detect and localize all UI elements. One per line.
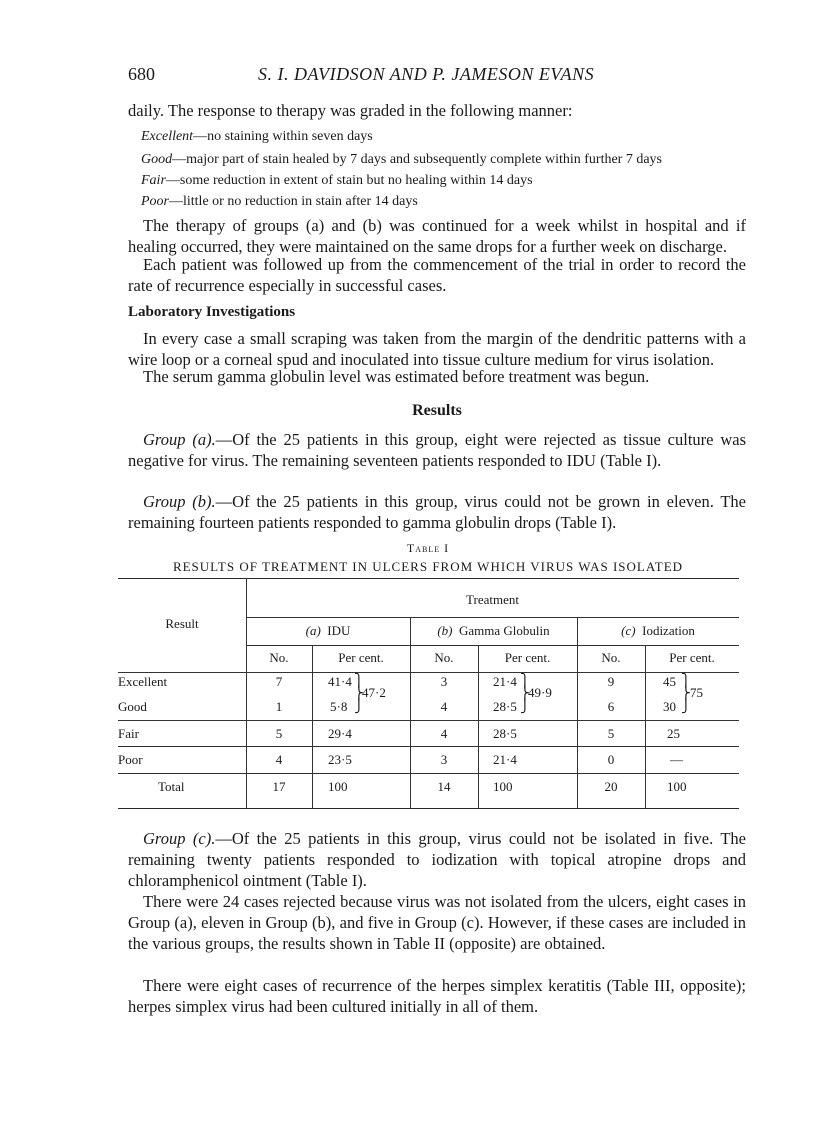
group-label: Group (c).	[143, 829, 216, 848]
subheader-no: No.	[601, 650, 621, 665]
brace-bottom: ⎭	[354, 698, 364, 713]
table-cell: 5·8	[330, 699, 348, 714]
paragraph-rejected: There were 24 cases rejected because virus was not isolated from the ulcers, eight cases in Group (a), eleven in Group (b), and five in Group (c). However, if these cases are included in the various groups, the results shown in Table II (opposite) are obtained.	[128, 892, 746, 953]
paragraph-lab-serum: The serum gamma globulin level was estimated before treatment was begun.	[143, 367, 650, 386]
table-cell: 41·4	[328, 674, 352, 689]
group-letter: (a)	[305, 623, 321, 638]
table-divider	[645, 645, 646, 808]
table-bottom-rule	[118, 808, 739, 809]
brace-bottom: ⎭	[520, 698, 530, 713]
treatment-header: Treatment	[466, 592, 519, 607]
table-cell: 45	[663, 674, 676, 689]
grade-good	[141, 149, 741, 170]
table-rule	[246, 617, 739, 618]
group-label: Group (b).	[143, 492, 216, 511]
table-divider	[478, 645, 479, 808]
row-label: Poor	[118, 752, 143, 767]
paragraph-recurrence: There were eight cases of recurrence of the herpes simplex keratitis (Table III, opposite); herpes simplex virus had been cultured initially in all of them.	[128, 976, 746, 1016]
grade-fair	[141, 170, 741, 191]
grade-term: Excellent	[141, 129, 194, 144]
table-cell: 25	[667, 726, 680, 741]
brace-mid: ⎬	[520, 685, 530, 700]
brace-mid: ⎬	[681, 685, 691, 700]
table-cell: 5	[275, 726, 283, 741]
grade-excellent	[141, 126, 741, 147]
group-name: Iodization	[642, 623, 695, 638]
table-title: RESULTS OF TREATMENT IN ULCERS FROM WHICH VIRUS WAS ISOLATED	[172, 559, 684, 574]
group-header-idu	[246, 623, 410, 639]
row-label: Excellent	[118, 674, 168, 689]
subheader-per-cent: Per cent.	[669, 650, 715, 665]
table-cell: 3	[440, 674, 448, 689]
grade-term: Poor	[141, 194, 169, 209]
section-heading-results: Results	[412, 402, 462, 419]
table-cell: 14	[437, 779, 451, 794]
grade-poor	[141, 191, 741, 212]
group-name: Gamma Globulin	[459, 623, 550, 638]
table-cell: 21·4	[493, 674, 517, 689]
group-text: —Of the 25 patients in this group, virus could not be isolated in five. The remaining twenty patients responded to iodization with topical atropine drops and chloramphenicol ointment (Table I).	[128, 829, 746, 890]
combined-percentage: 47·2	[362, 685, 386, 700]
table-cell: 20	[604, 779, 618, 794]
table-cell: 1	[275, 699, 283, 714]
row-label: Good	[118, 699, 147, 714]
running-title: S. I. DAVIDSON AND P. JAMESON EVANS	[258, 64, 595, 84]
table-rule	[118, 720, 739, 721]
table-cell: 4	[440, 699, 448, 714]
group-letter: (c)	[621, 623, 636, 638]
table-rule	[118, 746, 739, 747]
paragraph-followup: Each patient was followed up from the commencement of the trial in order to record the rate of recurrence especially in successful cases.	[128, 255, 746, 295]
intro-line: daily. The response to therapy was graded in the following manner:	[128, 101, 573, 120]
brace-top: ⎫	[520, 673, 530, 688]
grade-term: Good	[141, 152, 173, 167]
subheader-per-cent: Per cent.	[504, 650, 551, 665]
table-cell: 9	[607, 674, 615, 689]
table-cell: 100	[493, 779, 513, 794]
running-head	[128, 64, 718, 88]
paragraph-lab-scraping: In every case a small scraping was taken from the margin of the dendritic patterns with a wire loop or a corneal spud and inoculated into tissue culture medium for virus isolation.	[128, 329, 746, 369]
table-cell: 4	[275, 752, 283, 767]
row-label: Fair	[118, 726, 139, 741]
paragraph-therapy: The therapy of groups (a) and (b) was continued for a week whilst in hospital and if healing occurred, they were maintained on the same drops for a further week on discharge.	[128, 216, 746, 256]
table-cell: 30	[663, 699, 676, 714]
group-letter: (b)	[437, 623, 453, 638]
table-rule	[118, 773, 739, 774]
group-header-gamma-globulin	[410, 623, 577, 639]
table-cell: 0	[607, 752, 615, 767]
table-cell: 6	[607, 699, 615, 714]
grade-text: —some reduction in extent of stain but no healing within 14 days	[165, 173, 533, 188]
subheader-no: No.	[269, 650, 289, 665]
group-text: —Of the 25 patients in this group, eight were rejected as tissue culture was negative for virus. The remaining seventeen patients responded to IDU (Table I).	[128, 430, 746, 470]
table-rule	[246, 645, 739, 646]
table-cell: 29·4	[328, 726, 352, 741]
paragraph-group-b	[128, 491, 746, 533]
group-name: IDU	[327, 623, 351, 638]
table-cell: 4	[440, 726, 448, 741]
grade-text: —little or no reduction in stain after 14 days	[169, 194, 418, 209]
brace-bottom: ⎭	[681, 698, 691, 713]
combined-percentage: 49·9	[528, 685, 552, 700]
paragraph-group-c	[128, 828, 746, 891]
table-cell: 7	[275, 674, 283, 689]
table-top-rule	[118, 578, 739, 579]
section-heading-laboratory: Laboratory Investigations	[128, 304, 296, 320]
table-cell: 100	[667, 779, 687, 794]
results-table	[118, 578, 739, 810]
grade-text: —major part of stain healed by 7 days and subsequently complete within further 7 days	[172, 152, 663, 167]
brace-top: ⎫	[354, 673, 364, 688]
group-text: —Of the 25 patients in this group, virus could not be grown in eleven. The remaining fourteen patients responded to gamma globulin drops (Table I).	[128, 492, 746, 532]
combined-percentage: 75	[690, 685, 703, 700]
table-cell: 21·4	[493, 752, 517, 767]
paragraph-group-a	[128, 429, 746, 471]
row-label: Total	[158, 779, 185, 794]
table-cell: 23·5	[328, 752, 352, 767]
grade-term: Fair	[141, 173, 166, 188]
brace-top: ⎫	[681, 673, 691, 688]
table-cell: 28·5	[493, 726, 517, 741]
table-rule	[118, 672, 739, 673]
group-label: Group (a).	[143, 430, 216, 449]
subheader-per-cent: Per cent.	[338, 650, 384, 665]
table-cell: —	[670, 752, 683, 767]
table-cell: 17	[272, 779, 286, 794]
table-cell: 5	[607, 726, 615, 741]
page-number: 680	[128, 64, 155, 84]
table-cell: 28·5	[493, 699, 517, 714]
result-column-header: Result	[165, 616, 199, 631]
table-cell: 100	[328, 779, 348, 794]
table-cell: 3	[440, 752, 448, 767]
table-label: Table I	[406, 541, 450, 555]
subheader-no: No.	[434, 650, 454, 665]
brace-mid: ⎬	[354, 685, 364, 700]
group-header-iodization	[577, 623, 739, 639]
grade-text: —no staining within seven days	[193, 129, 373, 144]
table-divider	[312, 645, 313, 808]
